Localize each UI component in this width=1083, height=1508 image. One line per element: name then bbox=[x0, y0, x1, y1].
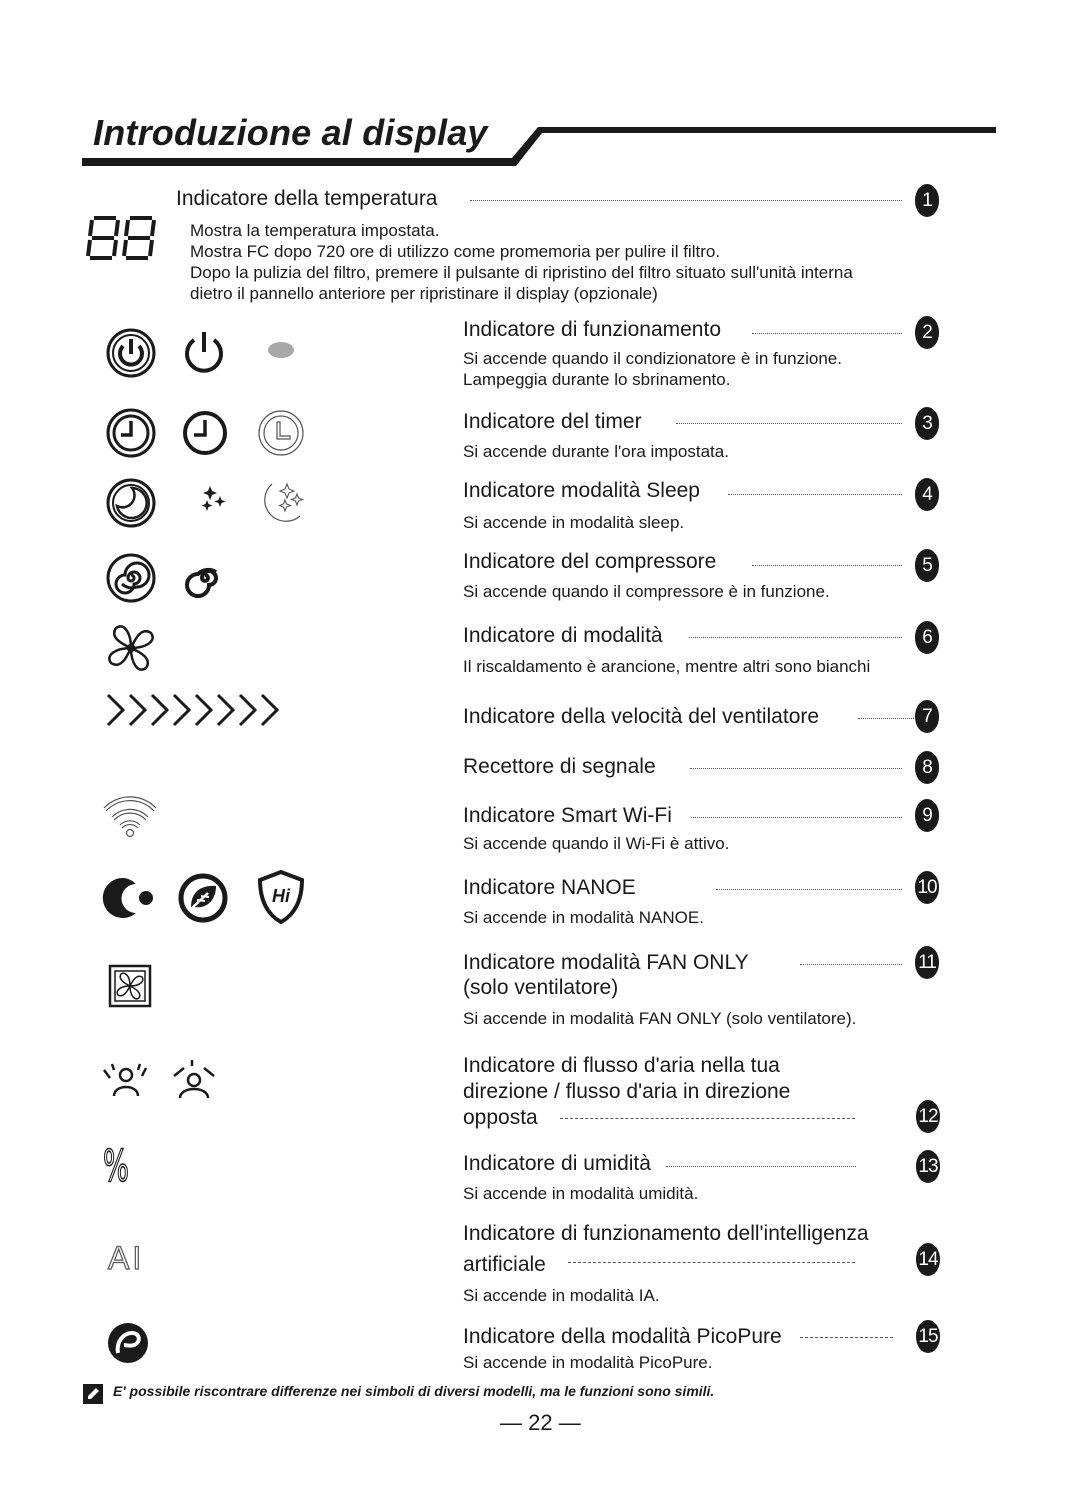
nanoe-dot-icon bbox=[104, 876, 156, 920]
leader-dots bbox=[858, 718, 914, 719]
item-1-title: Indicatore della temperatura bbox=[176, 187, 438, 210]
svg-text:Hi: Hi bbox=[272, 886, 290, 906]
badge-5: 5 bbox=[915, 549, 939, 582]
leader-dots bbox=[691, 817, 902, 818]
timer-icon bbox=[182, 410, 228, 456]
item-14-title-2: artificiale bbox=[463, 1253, 546, 1276]
sleep-circle-icon bbox=[106, 478, 156, 528]
item-15-title: Indicatore della modalità PicoPure bbox=[463, 1325, 782, 1348]
hi-shield-icon bbox=[256, 869, 306, 925]
item-1-line: dietro il pannello anteriore per ripristinare il display (opzionale) bbox=[190, 284, 658, 303]
item-2-line: Lampeggia durante lo sbrinamento. bbox=[463, 370, 731, 389]
mode-fan-icon bbox=[106, 623, 156, 673]
item-1-line: Dopo la pulizia del filtro, premere il pulsante di ripristino del filtro situato sull'unità interna bbox=[190, 263, 853, 282]
leader-dots bbox=[728, 494, 902, 495]
note-pencil-icon bbox=[83, 1384, 103, 1404]
item-15-line: Si accende in modalità PicoPure. bbox=[463, 1353, 713, 1372]
leader-dashes bbox=[560, 1118, 855, 1119]
item-12-title-3: opposta bbox=[463, 1106, 538, 1129]
badge-6: 6 bbox=[915, 621, 939, 654]
item-1-line: Mostra la temperatura impostata. bbox=[190, 221, 440, 240]
leader-dots bbox=[689, 637, 902, 638]
item-2-line: Si accende quando il condizionatore è in funzione. bbox=[463, 349, 842, 368]
leader-dots bbox=[470, 200, 902, 201]
item-9-title: Indicatore Smart Wi-Fi bbox=[463, 804, 672, 827]
leader-dots bbox=[752, 565, 902, 566]
leader-dots bbox=[716, 889, 902, 890]
badge-9: 9 bbox=[915, 799, 939, 832]
item-13-title: Indicatore di umidità bbox=[463, 1152, 651, 1175]
item-4-line: Si accende in modalità sleep. bbox=[463, 513, 685, 532]
picopure-icon bbox=[106, 1321, 150, 1365]
item-4-title: Indicatore modalità Sleep bbox=[463, 479, 700, 502]
item-10-title: Indicatore NANOE bbox=[463, 876, 636, 899]
item-2-title: Indicatore di funzionamento bbox=[463, 318, 721, 341]
sleep-moon-outline-icon bbox=[256, 478, 306, 528]
compressor-icon bbox=[182, 555, 228, 601]
badge-10: 10 bbox=[915, 871, 939, 904]
leader-dots bbox=[676, 423, 902, 424]
item-3-title: Indicatore del timer bbox=[463, 410, 642, 433]
badge-4: 4 bbox=[915, 478, 939, 511]
item-5-title: Indicatore del compressore bbox=[463, 550, 717, 573]
badge-13: 13 bbox=[916, 1150, 940, 1183]
leader-dots bbox=[666, 1166, 856, 1167]
badge-14: 14 bbox=[916, 1243, 940, 1276]
item-14-title: Indicatore di funzionamento dell'intelligenza bbox=[463, 1222, 869, 1245]
humidity-percent-icon: % bbox=[103, 1141, 129, 1192]
item-7-title: Indicatore della velocità del ventilatore bbox=[463, 705, 820, 728]
badge-7: 7 bbox=[915, 700, 939, 733]
item-8-title: Recettore di segnale bbox=[463, 755, 656, 778]
leader-dots bbox=[800, 964, 902, 965]
page-title: Introduzione al display bbox=[93, 112, 488, 153]
item-1-line: Mostra FC dopo 720 ore di utilizzo come promemoria per pulire il filtro. bbox=[190, 242, 721, 261]
item-11-title-2: (solo ventilatore) bbox=[463, 976, 619, 999]
badge-8: 8 bbox=[915, 751, 939, 784]
page-number: — 22 — bbox=[500, 1410, 581, 1435]
power-icon bbox=[182, 330, 226, 374]
airflow-away-icon bbox=[170, 1058, 220, 1100]
wifi-icon bbox=[102, 794, 158, 838]
fan-speed-chevrons-icon bbox=[106, 693, 282, 727]
badge-12: 12 bbox=[916, 1100, 940, 1133]
compressor-circle-icon bbox=[106, 553, 156, 603]
airflow-toward-icon bbox=[102, 1058, 152, 1100]
segment-display-icon bbox=[88, 214, 156, 264]
footer-note: E' possibile riscontrare differenze nei simboli di diversi modelli, ma le funzioni sono simili. bbox=[113, 1383, 715, 1399]
item-9-line: Si accende quando il Wi-Fi è attivo. bbox=[463, 834, 730, 853]
leader-dots bbox=[690, 768, 902, 769]
item-14-line: Si accende in modalità IA. bbox=[463, 1286, 660, 1305]
badge-15: 15 bbox=[916, 1320, 940, 1353]
power-circle-icon bbox=[106, 328, 156, 378]
header-rule bbox=[0, 0, 1083, 170]
leader-dashes bbox=[800, 1337, 893, 1338]
item-12-title: Indicatore di flusso d'aria nella tua bbox=[463, 1054, 780, 1077]
timer-circle-icon bbox=[106, 408, 156, 458]
sleep-moon-icon bbox=[180, 478, 230, 528]
item-11-line: Si accende in modalità FAN ONLY (solo ventilatore). bbox=[463, 1009, 857, 1028]
badge-1: 1 bbox=[915, 184, 939, 217]
fan-only-icon bbox=[108, 964, 152, 1008]
badge-2: 2 bbox=[915, 316, 939, 349]
item-6-title: Indicatore di modalità bbox=[463, 624, 663, 647]
item-11-title: Indicatore modalità FAN ONLY bbox=[463, 951, 749, 974]
item-3-line: Si accende durante l'ora impostata. bbox=[463, 442, 729, 461]
item-6-line: Il riscaldamento è arancione, mentre altri sono bianchi bbox=[463, 657, 871, 676]
badge-3: 3 bbox=[915, 407, 939, 440]
item-5-line: Si accende quando il compressore è in funzione. bbox=[463, 582, 830, 601]
leader-dashes bbox=[568, 1262, 855, 1263]
nanoe-leaf-icon bbox=[178, 873, 228, 923]
item-13-line: Si accende in modalità umidità. bbox=[463, 1184, 699, 1203]
item-10-line: Si accende in modalità NANOE. bbox=[463, 908, 704, 927]
item-12-title-2: direzione / flusso d'aria in direzione bbox=[463, 1080, 791, 1103]
leader-dots bbox=[752, 333, 902, 334]
timer-outline-icon bbox=[257, 409, 305, 457]
ai-icon: AI bbox=[108, 1240, 145, 1276]
indicator-led-icon bbox=[266, 341, 296, 361]
badge-11: 11 bbox=[915, 946, 939, 979]
